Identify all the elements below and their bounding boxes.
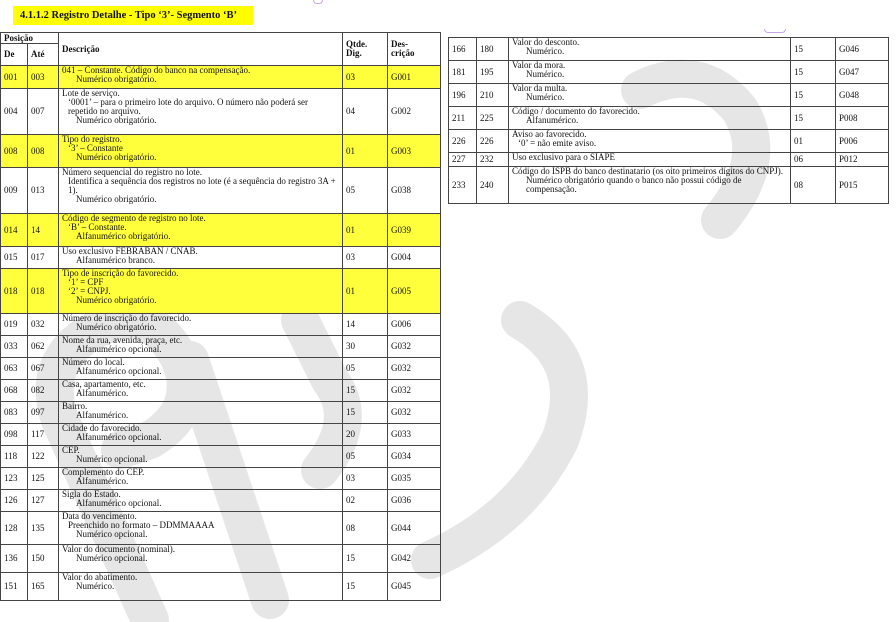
descricao-line: Número sequencial do registro no lote. [62, 167, 202, 177]
code-cell: G002 [388, 89, 441, 135]
table-row [1, 168, 441, 214]
pos-ate-cell: 013 [28, 168, 59, 214]
descricao-line: Alfanumérico opcional. [76, 498, 162, 508]
table-row [449, 167, 889, 204]
code-cell: G006 [388, 314, 441, 336]
pos-ate-cell: 007 [28, 89, 59, 135]
edge-mark [764, 29, 786, 33]
descricao-line: ‘1’ = CPF [68, 277, 104, 287]
descricao-line: Complemento do CEP. [62, 467, 145, 477]
descricao-line: Tipo de inscrição do favorecido. [62, 268, 179, 278]
table-row [1, 402, 441, 424]
descricao-line: Numérico obrigatório. [76, 152, 157, 162]
descricao-header: Descrição [59, 33, 343, 66]
pos-ate-cell: 082 [28, 380, 59, 402]
qtde-cell: 15 [343, 402, 388, 424]
edge-mark [313, 0, 323, 4]
pos-de-cell: 226 [449, 130, 477, 153]
qtde-cell: 05 [343, 358, 388, 380]
descricao-cell [59, 424, 343, 446]
pos-ate-cell: 017 [28, 247, 59, 269]
qtde-cell: 02 [343, 490, 388, 512]
table-row [1, 490, 441, 512]
descricao-line: Numérico obrigatório. [76, 194, 157, 204]
descricao-line: Numérico opcional. [76, 454, 148, 464]
descricao-cell [59, 135, 343, 168]
descricao-line: Alfanumérico. [76, 476, 129, 486]
qtde-cell: 30 [343, 336, 388, 358]
descricao-cell [509, 61, 791, 84]
qtde-cell: 05 [343, 168, 388, 214]
descricao-line: Preenchido no formato – DDMMAAAA [68, 520, 215, 530]
pos-de-cell: 001 [1, 66, 28, 89]
descricao-line: Casa, apartamento, etc. [62, 379, 146, 389]
code-cell: G005 [388, 269, 441, 314]
code-cell: P012 [836, 153, 889, 167]
pos-de-cell: 196 [449, 84, 477, 107]
qtde-cell: 01 [791, 130, 836, 153]
descricao-line: Valor do abatimento. [62, 572, 138, 582]
qtde-cell: 01 [343, 214, 388, 247]
descricao-line: Código de segmento de registro no lote. [62, 213, 206, 223]
pos-de-cell: 019 [1, 314, 28, 336]
pos-de-cell: 098 [1, 424, 28, 446]
descricao-line: Numérico. [76, 581, 115, 591]
pos-ate-cell: 018 [28, 269, 59, 314]
descricao-line: Código do ISPB do banco destinatario (os oito primeiros dígitos do CNPJ). [512, 166, 783, 176]
pos-ate-cell: 127 [28, 490, 59, 512]
descricao-line: Sigla do Estado. [62, 489, 121, 499]
descricao-line: Valor da mora. [512, 60, 566, 70]
descricao-line: Numérico obrigatório quando o banco não possui código de compensação. [526, 175, 742, 194]
descricao-cell [59, 490, 343, 512]
pos-de-cell: 211 [449, 107, 477, 130]
descricao-cell [59, 89, 343, 135]
table-row [449, 130, 889, 153]
descricao-line: Código / documento do favorecido. [512, 106, 640, 116]
descricao-line: ‘0’ = não emite aviso. [518, 138, 597, 148]
table-row [449, 153, 889, 167]
code-cell: P015 [836, 167, 889, 204]
descricao-line: Numérico obrigatório. [76, 74, 157, 84]
descricao-line: Numérico obrigatório. [76, 322, 157, 332]
descricao-cell [59, 380, 343, 402]
descricao-line: Data do vencimento. [62, 511, 137, 521]
descricao-line: Tipo do registro. [62, 134, 122, 144]
descricao-cell [59, 545, 343, 573]
pos-ate-cell: 117 [28, 424, 59, 446]
table-row [1, 135, 441, 168]
code-cell: G003 [388, 135, 441, 168]
qtde-cell: 20 [343, 424, 388, 446]
table-row [1, 89, 441, 135]
descricao-cell [59, 247, 343, 269]
descricao-line: Numérico. [526, 69, 565, 79]
descricao-cell [59, 573, 343, 601]
pos-ate-cell: 125 [28, 468, 59, 490]
code-cell: G036 [388, 490, 441, 512]
pos-ate-cell: 210 [477, 84, 509, 107]
pos-de-cell: 009 [1, 168, 28, 214]
pos-de-cell: 166 [449, 38, 477, 61]
pos-de-cell: 033 [1, 336, 28, 358]
descricao-line: Valor do desconto. [512, 37, 580, 47]
descricao-cell [59, 168, 343, 214]
pos-de-cell: 136 [1, 545, 28, 573]
descricao-line: Numérico opcional. [76, 529, 148, 539]
pos-ate-cell: 195 [477, 61, 509, 84]
qtde-cell: 15 [791, 84, 836, 107]
descricao-line: Numérico. [526, 92, 565, 102]
qtde-cell: 01 [343, 269, 388, 314]
descricao-line: Alfanumérico. [76, 388, 129, 398]
pos-ate-cell: 225 [477, 107, 509, 130]
qtde-cell: 06 [791, 153, 836, 167]
qtde-cell: 15 [791, 61, 836, 84]
qtde-cell: 04 [343, 89, 388, 135]
descricao-cell [59, 512, 343, 545]
qtde-cell: 03 [343, 66, 388, 89]
descricao-line: Alfanumérico. [526, 115, 579, 125]
code-cell: G045 [388, 573, 441, 601]
code-cell: G035 [388, 468, 441, 490]
descricao-cell [509, 153, 791, 167]
descricao-line: Valor da multa. [512, 83, 568, 93]
pos-ate-cell: 150 [28, 545, 59, 573]
qtde-cell: 03 [343, 468, 388, 490]
pos-de-cell: 014 [1, 214, 28, 247]
code-cell: G047 [836, 61, 889, 84]
descricao-line: Numérico obrigatório. [76, 115, 157, 125]
pos-ate-cell: 165 [28, 573, 59, 601]
qtde-cell: 15 [343, 380, 388, 402]
descricao-cell [509, 107, 791, 130]
pos-ate-cell: 008 [28, 135, 59, 168]
code-cell: P006 [836, 130, 889, 153]
right-table [448, 37, 889, 204]
ate-header: Até [28, 44, 59, 66]
pos-ate-cell: 180 [477, 38, 509, 61]
descricao-line: ‘B’ – Constante. [68, 222, 127, 232]
code-cell: G048 [836, 84, 889, 107]
table-row [1, 446, 441, 468]
descricao-cell [59, 66, 343, 89]
pos-de-cell: 008 [1, 135, 28, 168]
pos-de-cell: 181 [449, 61, 477, 84]
pos-de-cell: 004 [1, 89, 28, 135]
code-cell: G039 [388, 214, 441, 247]
table-row [449, 107, 889, 130]
descricao-cell [59, 314, 343, 336]
qtde-cell: 05 [343, 446, 388, 468]
table-row [1, 269, 441, 314]
descricao-line: Numérico opcional. [76, 553, 148, 563]
qtde-cell: 08 [343, 512, 388, 545]
table-row [449, 84, 889, 107]
descricao-line: Lote de serviço. [62, 88, 120, 98]
pos-ate-cell: 226 [477, 130, 509, 153]
qtde-cell: 15 [791, 38, 836, 61]
qtde-header: Qtde. Dig. [343, 33, 388, 66]
pos-ate-cell: 003 [28, 66, 59, 89]
descr-header: Des- crição [388, 33, 441, 66]
pos-ate-cell: 232 [477, 153, 509, 167]
pos-de-cell: 118 [1, 446, 28, 468]
descricao-line: Uso exclusivo para o SIAPE [512, 152, 615, 162]
descricao-line: Número do local. [62, 357, 125, 367]
pos-de-cell: 018 [1, 269, 28, 314]
code-cell: G032 [388, 402, 441, 424]
pos-de-cell: 233 [449, 167, 477, 204]
pos-ate-cell: 135 [28, 512, 59, 545]
code-cell: G046 [836, 38, 889, 61]
descricao-line: ‘0001’ – para o primeiro lote do arquivo. O número não poderá ser repetido no arquivo. [68, 97, 309, 116]
table-row [1, 573, 441, 601]
descricao-cell [59, 358, 343, 380]
descricao-cell [59, 214, 343, 247]
qtde-cell: 03 [343, 247, 388, 269]
table-row [1, 247, 441, 269]
pos-ate-cell: 067 [28, 358, 59, 380]
table-row [1, 336, 441, 358]
pos-ate-cell: 14 [28, 214, 59, 247]
descricao-line: Alfanumérico opcional. [76, 344, 162, 354]
pos-de-cell: 123 [1, 468, 28, 490]
code-cell: G044 [388, 512, 441, 545]
descricao-line: Cidade do favorecido. [62, 423, 142, 433]
qtde-cell: 15 [343, 545, 388, 573]
descricao-cell [59, 269, 343, 314]
table-row [1, 512, 441, 545]
pos-ate-cell: 097 [28, 402, 59, 424]
code-cell: G034 [388, 446, 441, 468]
pos-ate-cell: 122 [28, 446, 59, 468]
code-cell: G004 [388, 247, 441, 269]
pos-de-cell: 083 [1, 402, 28, 424]
descricao-line: Alfanumérico opcional. [76, 432, 162, 442]
posicao-header: Posição [1, 33, 59, 44]
table-row [1, 468, 441, 490]
pos-de-cell: 128 [1, 512, 28, 545]
descricao-line: Número de inscrição do favorecido. [62, 313, 192, 323]
descricao-line: ‘2’ = CNPJ. [68, 286, 111, 296]
pos-ate-cell: 032 [28, 314, 59, 336]
table-row [1, 358, 441, 380]
qtde-cell: 15 [343, 573, 388, 601]
pos-de-cell: 068 [1, 380, 28, 402]
code-cell: G032 [388, 358, 441, 380]
table-row [1, 66, 441, 89]
code-cell: G038 [388, 168, 441, 214]
descricao-line: Valor do documento (nominal). [62, 544, 175, 554]
de-header: De [1, 44, 28, 66]
pos-de-cell: 126 [1, 490, 28, 512]
descricao-line: Nome da rua, avenida, praça, etc. [62, 335, 183, 345]
code-cell: G032 [388, 336, 441, 358]
descricao-cell [509, 130, 791, 153]
descricao-line: 041 – Constante. Código do banco na compensação. [62, 65, 251, 75]
pos-de-cell: 063 [1, 358, 28, 380]
descricao-line: Aviso ao favorecido. [512, 129, 587, 139]
descricao-cell [509, 38, 791, 61]
code-cell: G042 [388, 545, 441, 573]
descricao-line: Identifica a sequência dos registros no lote (é a sequência do registro 3A + 1). [68, 176, 336, 195]
descricao-line: Alfanumérico opcional. [76, 366, 162, 376]
descricao-cell [509, 84, 791, 107]
table-row [1, 424, 441, 446]
qtde-cell: 08 [791, 167, 836, 204]
table-row [1, 545, 441, 573]
descricao-cell [59, 446, 343, 468]
qtde-cell: 15 [791, 107, 836, 130]
qtde-cell: 14 [343, 314, 388, 336]
descricao-line: Numérico obrigatório. [76, 295, 157, 305]
descricao-line: Alfanumérico obrigatório. [76, 231, 171, 241]
table-row [449, 61, 889, 84]
table-row [1, 380, 441, 402]
pos-ate-cell: 240 [477, 167, 509, 204]
descricao-line: Alfanumérico. [76, 410, 129, 420]
pos-de-cell: 227 [449, 153, 477, 167]
descricao-cell [509, 167, 791, 204]
pos-de-cell: 015 [1, 247, 28, 269]
descricao-line: Uso exclusivo FEBRABAN / CNAB. [62, 246, 198, 256]
section-heading: 4.1.1.2 Registro Detalhe - Tipo ‘3’- Segmento ‘B’ [13, 6, 253, 25]
code-cell: G033 [388, 424, 441, 446]
code-cell: G032 [388, 380, 441, 402]
left-table [0, 32, 441, 601]
descricao-cell [59, 402, 343, 424]
table-row [449, 38, 889, 61]
table-row [1, 214, 441, 247]
descricao-cell [59, 468, 343, 490]
code-cell: P008 [836, 107, 889, 130]
descricao-line: CEP. [62, 445, 80, 455]
pos-de-cell: 151 [1, 573, 28, 601]
descricao-line: ‘3’ – Constante [68, 143, 123, 153]
qtde-cell: 01 [343, 135, 388, 168]
descricao-cell [59, 336, 343, 358]
pos-ate-cell: 062 [28, 336, 59, 358]
descricao-line: Numérico. [526, 46, 565, 56]
table-row [1, 314, 441, 336]
descricao-line: Bairro. [62, 401, 88, 411]
descricao-line: Alfanumérico branco. [76, 255, 155, 265]
code-cell: G001 [388, 66, 441, 89]
